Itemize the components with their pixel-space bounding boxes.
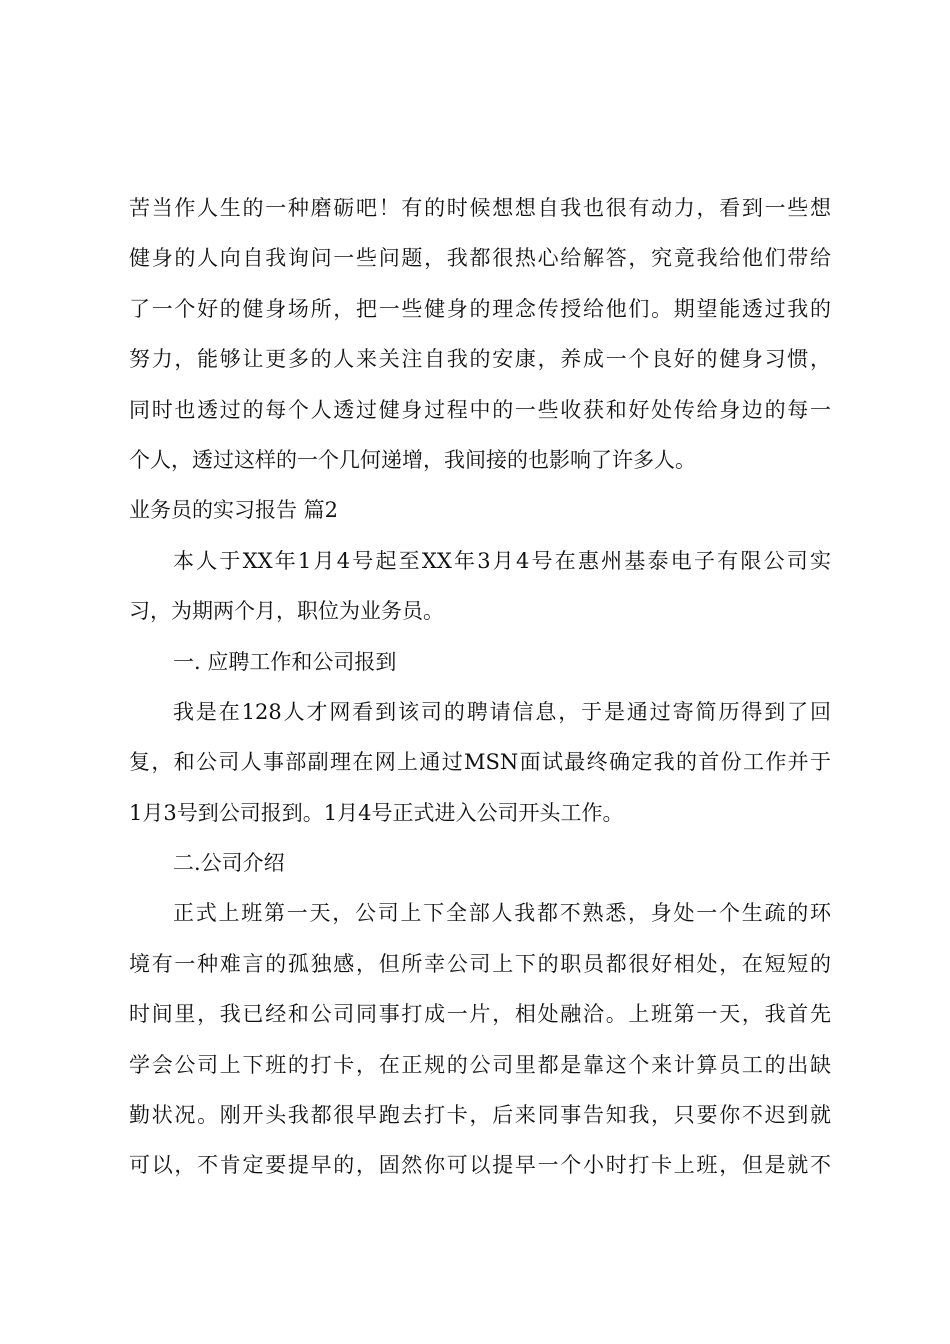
paragraph-line: 学会公司上下班的打卡，在正规的公司里都是靠这个来计算员工的出缺 xyxy=(129,1052,831,1077)
section-heading: 业务员的实习报告 篇2 xyxy=(129,498,339,523)
paragraph-line: 习，为期两个月，职位为业务员。 xyxy=(129,599,444,624)
paragraph-line: 本人于XX年1月4号起至XX年3月4号在惠州基泰电子有限公司实 xyxy=(173,548,831,573)
paragraph-line: 勤状况。刚开头我都很早跑去打卡，后来同事告知我，只要你不迟到就 xyxy=(129,1103,831,1128)
paragraph-line: 1月3号到公司报到。1月4号正式进入公司开头工作。 xyxy=(129,800,624,825)
paragraph-line: 了一个好的健身场所，把一些健身的理念传授给他们。期望能透过我的 xyxy=(129,296,831,321)
paragraph-line: 时间里，我已经和公司同事打成一片，相处融洽。上班第一天，我首先 xyxy=(129,1002,831,1027)
paragraph-line: 可以，不肯定要提早的，固然你可以提早一个小时打卡上班，但是就不 xyxy=(129,1153,831,1178)
paragraph-line: 苦当作人生的一种磨砺吧！有的时候想想自我也很有动力，看到一些想 xyxy=(129,196,831,220)
paragraph-line: 健身的人向自我询问一些问题，我都很热心给解答，究竟我给他们带给 xyxy=(129,246,831,271)
paragraph-line: 同时也透过的每个人透过健身过程中的一些收获和好处传给身边的每一 xyxy=(129,397,831,422)
paragraph-line: 个人，透过这样的一个几何递增，我间接的也影响了许多人。 xyxy=(129,447,696,472)
paragraph-line: 正式上班第一天，公司上下全部人我都不熟悉，身处一个生疏的环 xyxy=(173,901,831,926)
subsection-heading: 二.公司介绍 xyxy=(173,851,285,876)
paragraph-line: 努力，能够让更多的人来关注自我的安康，养成一个良好的健身习惯， xyxy=(129,347,831,372)
document-body xyxy=(129,183,831,1191)
paragraph-line: 境有一种难言的孤独感，但所幸公司上下的职员都很好相处，在短短的 xyxy=(129,951,831,976)
subsection-heading: 一. 应聘工作和公司报到 xyxy=(173,649,397,674)
paragraph-line: 我是在128人才网看到该司的聘请信息，于是通过寄简历得到了回 xyxy=(173,699,831,724)
paragraph-line: 复，和公司人事部副理在网上通过MSN面试最终确定我的首份工作并于 xyxy=(129,750,831,775)
